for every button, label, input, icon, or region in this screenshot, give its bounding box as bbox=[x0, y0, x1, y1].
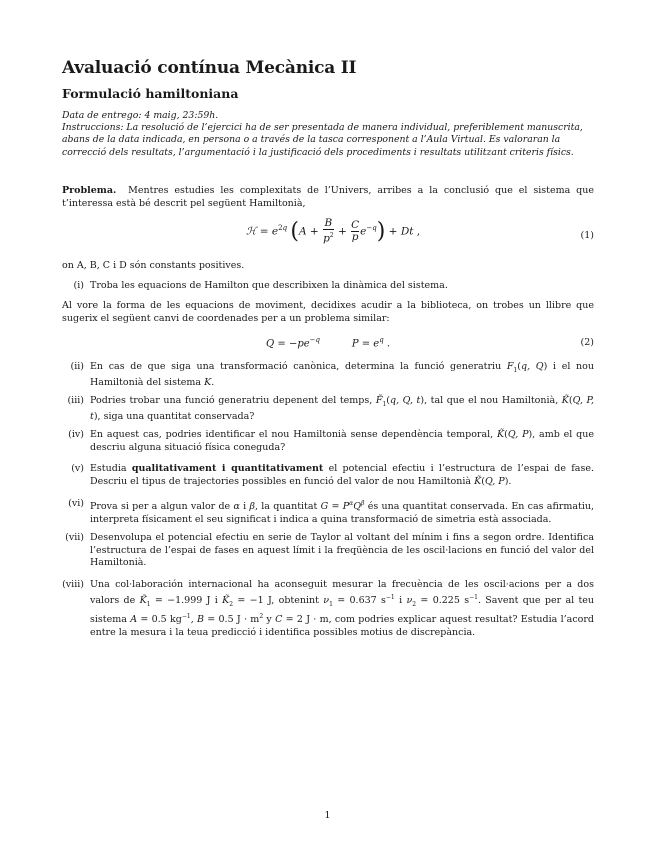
assignment-meta bbox=[62, 110, 597, 159]
library-text: Al vore la forma de les equacions de moviment, decidixes acudir a la biblioteca, on trobes un llibre que sugerix el següent canvi de coordenades per a un problema similar: bbox=[62, 300, 594, 324]
item-text: Desenvolupa el potencial efectiu en serie de Taylor al voltant del mínim i fins a segon ordre. Identifica l’estructura de l’espai de fases en aquest límit i la freqüència de les oscil·lacions en funció del valor del Hamiltonià. bbox=[90, 532, 594, 568]
item-text: Estudia qualitativament i quantitativament el potencial efectiu i l’estructura de l’espai de fase. Descriu el tipus de trajectories possibles en funció del valor de nou Hamiltonià K̃(Q, P). bbox=[90, 463, 594, 487]
problem-intro bbox=[62, 185, 594, 210]
item-text: En cas de que siga una transformació canònica, determina la funció generatriu $F_1(q$, Q) i el nou Hamiltonià del sistema K. bbox=[90, 361, 594, 389]
equation-number-2: (2) bbox=[580, 337, 594, 348]
equation-number-1: (1) bbox=[580, 230, 594, 241]
hamiltonian-equation: ℋ = $e^{2q}$ (A + $\frac{B}{p^2}$ + $\frac{C}{p}$ $e^{-q}) + Dt$ , bbox=[246, 217, 421, 245]
item-number: (vii) bbox=[65, 532, 84, 543]
item-number: (i) bbox=[73, 280, 84, 291]
item-number: (viii) bbox=[62, 579, 84, 590]
item-text: Una col·laboración internacional ha aconseguit mesurar la frecuència de les oscil·acions per a dos valors de $K̃_1 = -1.999$ J i $K̃_2 = -1$ J, obtenint $\nu_1 = 0.637$ $s^{-1}$ i $\nu_2 = 0.225$ $s^{-1}$. Savent que per al teu sistema A = 0.5 $kg^{-1}$, B = 0.5 $J \cdot m^2$ y C = 2 J · m, com podries explicar aquest resultat? Estudia l’acord entre la mesura i la teua predicció i identifica possibles motius de discrepància. bbox=[90, 579, 595, 638]
item-text: Prova si per a algun valor de α i β, la quantitat $G = P^\alpha Q^\beta$ és una quantitat conservada. En cas afirmatiu, interpreta físicament el seu significat i indica a quina transformació de simetria està associada. bbox=[90, 500, 594, 525]
item-number: (ii) bbox=[70, 361, 84, 372]
page-number: 1 bbox=[324, 810, 331, 821]
item-number: (iv) bbox=[68, 429, 84, 440]
item-number: (vi) bbox=[68, 498, 84, 509]
page-title: Avaluació contínua Mecànica II bbox=[62, 58, 357, 78]
item-number: (iii) bbox=[67, 395, 84, 406]
problem-intro-text: Mentres estudies les complexitats de l’Univers, arribes a la conclusió que el sistema que t’interessa està bé descrit pel següent Hamiltonià, bbox=[62, 185, 594, 209]
page-subtitle: Formulació hamiltoniana bbox=[62, 86, 239, 101]
instructions: Instruccions: La resolució de l’ejercici ha de ser presentada de manera individual, preferiblement manuscrita, abans de la data indicada, en persona o a través de la tasca corresponent a l’Aula Virtual. Es valoraran la correcció dels resultats, l’argumentació i la justificació dels procediments i resultats utilitzant criteris físics. bbox=[62, 122, 583, 158]
problem-label: Problema. bbox=[62, 185, 117, 196]
item-text: Troba les equacions de Hamilton que describixen la dinàmica del sistema. bbox=[90, 280, 448, 291]
item-number: (v) bbox=[71, 463, 84, 474]
constants-text: on A, B, C i D són constants positives. bbox=[62, 260, 245, 271]
item-text: En aquest cas, podries identificar el nou Hamiltonià sense dependència temporal, K̃(Q, P), amb el que descriu alguna situació física coneguda? bbox=[90, 429, 594, 453]
coordinate-change-equation: $Q = -pe^{-q}$ $P = e^q$ . bbox=[266, 336, 391, 350]
item-text: Podries trobar una funció generatriu depenent del temps, $F̃_1(q$, Q, t), tal que el nou Hamiltonià, K̃(Q, P, t), siga una quantitat conservada? bbox=[90, 395, 595, 423]
delivery-date: Data de entrego: 4 maig, 23:59h. bbox=[62, 110, 219, 121]
